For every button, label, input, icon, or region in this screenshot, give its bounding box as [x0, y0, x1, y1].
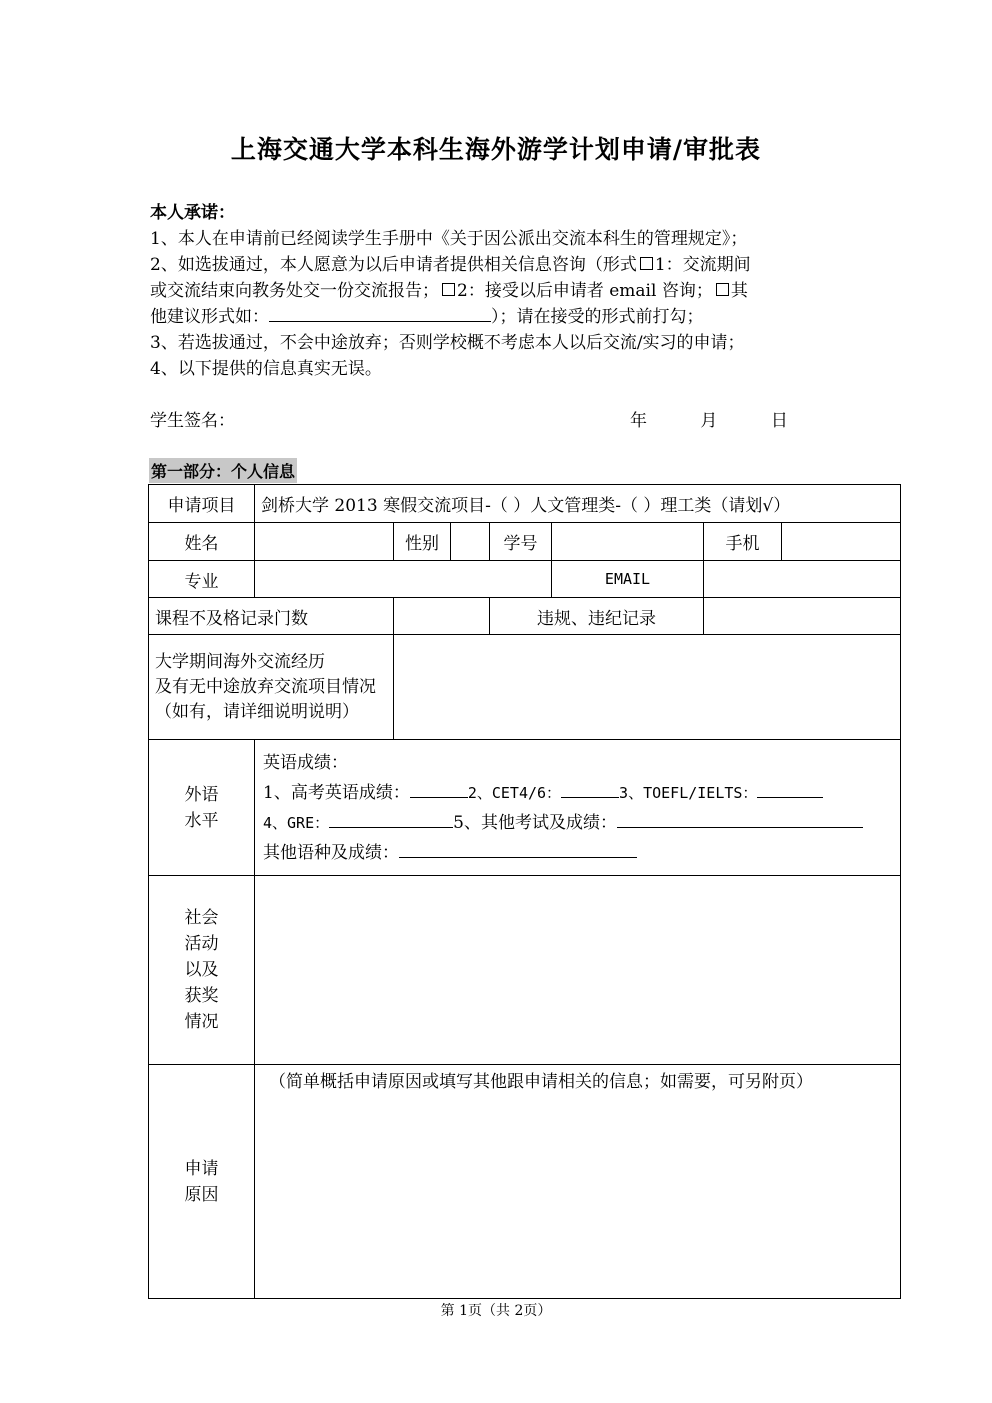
language-level-label: 外语 水平	[149, 740, 255, 876]
pledge-item-4: 4、以下提供的信息真实无误。	[150, 359, 382, 379]
english-scores-line-1: 1、高考英语成绩： 2、CET4/6： 3、TOEFL/IELTS：	[263, 778, 894, 808]
gaokao-score-blank[interactable]	[410, 781, 468, 798]
name-label: 姓名	[149, 523, 255, 561]
other-language-line: 其他语种及成绩：	[263, 838, 894, 868]
social-activities-label: 社会 活动 以及 获奖 情况	[149, 876, 255, 1065]
mobile-field[interactable]	[782, 523, 901, 561]
gender-label: 性别	[394, 523, 451, 561]
pledge-item-2-line-1: 2、如选拔通过，本人愿意为以后申请者提供相关信息咨询（形式 1：交流期间	[150, 255, 751, 275]
cet-score-blank[interactable]	[561, 781, 619, 798]
option-2-checkbox[interactable]	[442, 283, 455, 296]
date-year: 年	[630, 411, 647, 431]
page-footer: 第 1页（共 2页）	[440, 1303, 552, 1319]
failed-courses-field[interactable]	[394, 598, 490, 635]
email-field[interactable]	[704, 561, 901, 598]
student-id-field[interactable]	[552, 523, 704, 561]
apply-item-label: 申请项目	[149, 485, 255, 523]
application-reason-hint: （简单概括申请原因或填写其他跟申请相关的信息；如需要，可另附页）	[269, 1072, 813, 1092]
overseas-experience-field[interactable]	[394, 635, 901, 740]
major-field[interactable]	[255, 561, 552, 598]
other-exam-blank[interactable]	[617, 811, 863, 828]
overseas-experience-label: 大学期间海外交流经历 及有无中途放弃交流项目情况 （如有，请详细说明说明）	[149, 635, 394, 740]
application-reason-field[interactable]	[255, 1065, 901, 1299]
english-scores-line-2: 4、GRE： 5、其他考试及成绩：	[263, 808, 894, 838]
pledge-item-1: 1、本人在申请前已经阅读学生手册中《关于因公派出交流本科生的管理规定》；	[150, 229, 748, 249]
date-month: 月	[700, 411, 718, 431]
social-activities-field[interactable]	[255, 876, 901, 1065]
mobile-label: 手机	[704, 523, 782, 561]
signature-date	[630, 406, 814, 431]
option-1-checkbox[interactable]	[640, 257, 653, 270]
toefl-score-blank[interactable]	[757, 781, 823, 798]
page-title: 上海交通大学本科生海外游学计划申请/审批表	[230, 135, 762, 164]
name-field[interactable]	[255, 523, 394, 561]
language-scores-cell	[255, 740, 901, 876]
violation-field[interactable]	[704, 598, 901, 635]
student-signature-label: 学生签名：	[150, 411, 235, 431]
apply-item-value[interactable]: 剑桥大学 2013 寒假交流项目-（ ）人文管理类-（ ）理工类（请划√）	[255, 485, 901, 523]
gender-field[interactable]	[451, 523, 490, 561]
application-reason-label: 申请 原因	[149, 1065, 255, 1299]
pledge-heading: 本人承诺：	[150, 203, 235, 223]
option-other-checkbox[interactable]	[716, 283, 729, 296]
major-label: 专业	[149, 561, 255, 598]
pledge-item-2-line-3: 他建议形式如： ）；请在接受的形式前打勾；	[150, 307, 704, 327]
pledge-item-2-line-2: 或交流结束向教务处交一份交流报告； 2：接受以后申请者 email 咨询； 其	[150, 281, 748, 301]
pledge-section	[150, 200, 860, 382]
section-heading-personal-info: 第一部分：个人信息	[149, 458, 297, 483]
gre-score-blank[interactable]	[329, 811, 453, 828]
date-day: 日	[770, 411, 788, 431]
other-form-blank[interactable]	[269, 305, 491, 322]
other-language-blank[interactable]	[399, 841, 637, 858]
email-label: EMAIL	[552, 561, 704, 598]
violation-label: 违规、违纪记录	[490, 598, 704, 635]
student-id-label: 学号	[490, 523, 552, 561]
failed-courses-label: 课程不及格记录门数	[149, 598, 394, 635]
application-form-table	[148, 484, 901, 1299]
english-scores-heading: 英语成绩：	[263, 752, 348, 773]
pledge-item-3: 3、若选拔通过，不会中途放弃；否则学校概不考虑本人以后交流/实习的申请；	[150, 333, 745, 353]
